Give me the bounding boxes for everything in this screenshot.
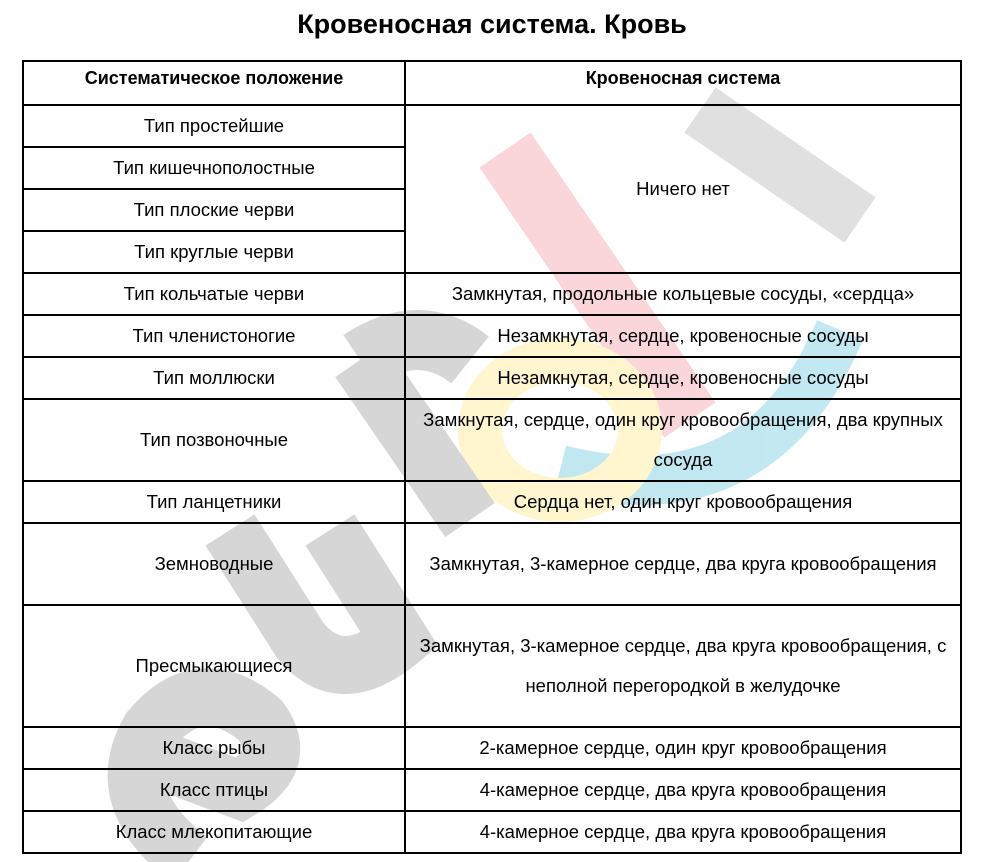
taxon-cell: Тип позвоночные [23,399,405,481]
system-cell: Незамкнутая, сердце, кровеносные сосуды [405,357,961,399]
header-systematic-position: Систематическое положение [23,61,405,105]
system-cell: 4-камерное сердце, два круга кровообращения [405,811,961,853]
system-cell: Замкнутая, 3-камерное сердце, два круга кровообращения [405,523,961,605]
taxon-cell: Класс птицы [23,769,405,811]
taxon-cell: Класс млекопитающие [23,811,405,853]
taxon-cell: Тип моллюски [23,357,405,399]
system-cell: 2-камерное сердце, один круг кровообращения [405,727,961,769]
system-cell: Замкнутая, продольные кольцевые сосуды, «сердца» [405,273,961,315]
taxon-cell: Тип простейшие [23,105,405,147]
taxon-cell: Тип ланцетники [23,481,405,523]
taxon-cell: Тип плоские черви [23,189,405,231]
taxon-cell: Тип круглые черви [23,231,405,273]
circulatory-system-table [22,60,962,854]
taxon-cell: Пресмыкающиеся [23,605,405,727]
system-cell-none: Ничего нет [405,105,961,273]
system-cell: Замкнутая, 3-камерное сердце, два круга кровообращения, с неполной перегородкой в желудочке [405,605,961,727]
system-cell: Незамкнутая, сердце, кровеносные сосуды [405,315,961,357]
system-cell: Замкнутая, сердце, один круг кровообращения, два крупных сосуда [405,399,961,481]
taxon-cell: Тип кольчатые черви [23,273,405,315]
page-title: Кровеносная система. Кровь [297,9,687,39]
taxon-cell: Класс рыбы [23,727,405,769]
taxon-cell: Тип членистоногие [23,315,405,357]
taxon-cell: Земноводные [23,523,405,605]
system-cell: Сердца нет, один круг кровообращения [405,481,961,523]
header-circulatory-system: Кровеносная система [405,61,961,105]
system-cell: 4-камерное сердце, два круга кровообращения [405,769,961,811]
taxon-cell: Тип кишечнополостные [23,147,405,189]
